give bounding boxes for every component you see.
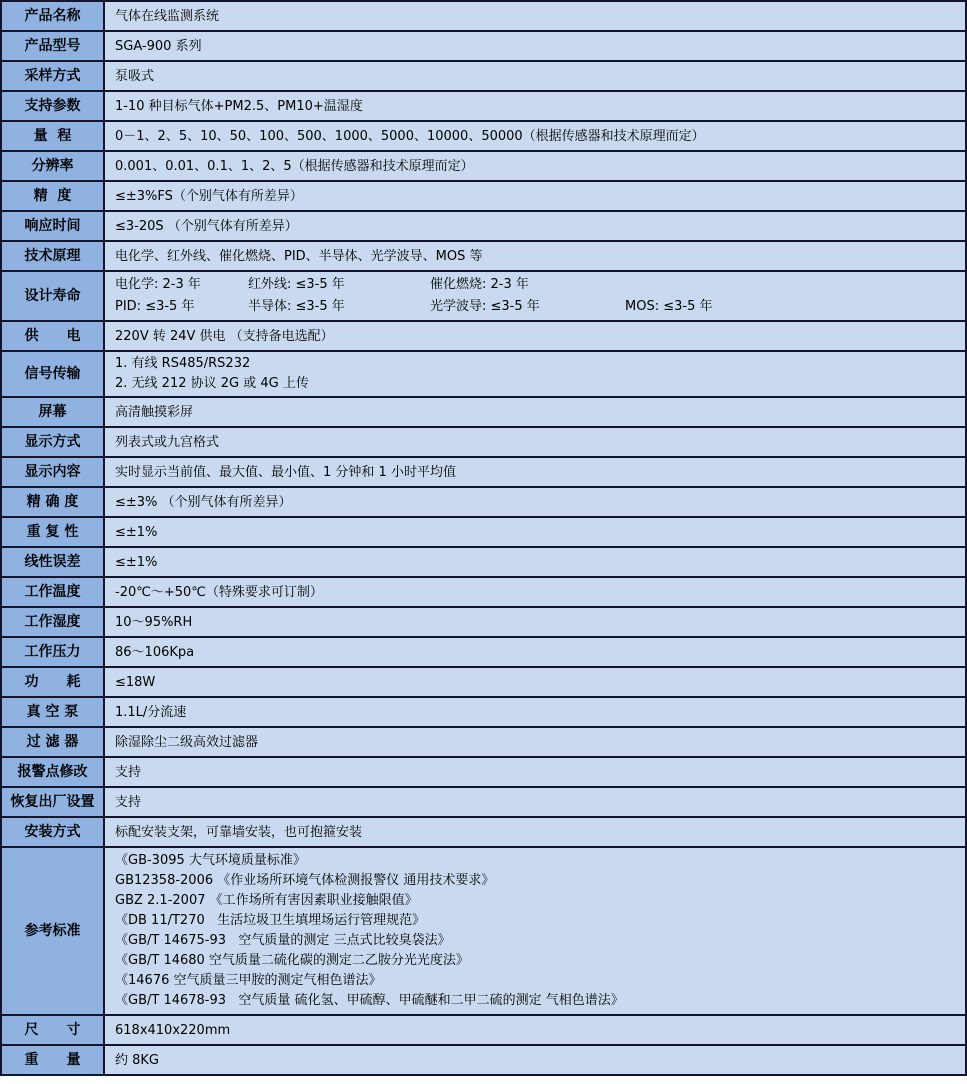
row-value: ≤±1% xyxy=(105,548,965,576)
row-value xyxy=(105,272,965,320)
row-value xyxy=(105,848,965,1014)
row-value: 列表式或九宫格式 xyxy=(105,428,965,456)
row-value: ≤3-20S （个别气体有所差异） xyxy=(105,212,965,240)
value-line: 《GB/T 14675-93 空气质量的测定 三点式比较臭袋法》 xyxy=(115,933,451,948)
row-label: 参考标准 xyxy=(2,848,105,1014)
row-value: 1.1L/分流速 xyxy=(105,698,965,726)
row-value: ≤±3% （个别气体有所差异） xyxy=(105,488,965,516)
row-label: 显示方式 xyxy=(2,428,105,456)
table-row xyxy=(2,152,965,182)
table-row xyxy=(2,352,965,398)
value-grid-item: 红外线: ≤3-5 年 xyxy=(248,277,345,292)
row-label: 工作湿度 xyxy=(2,608,105,636)
row-value: 电化学、红外线、催化燃烧、PID、半导体、光学波导、MOS 等 xyxy=(105,242,965,270)
table-row xyxy=(2,242,965,272)
row-value: 支持 xyxy=(105,788,965,816)
row-label: 产品型号 xyxy=(2,32,105,60)
table-row xyxy=(2,758,965,788)
row-value: 10～95%RH xyxy=(105,608,965,636)
row-label: 产品名称 xyxy=(2,2,105,30)
table-row xyxy=(2,2,965,32)
value-line: 《GB/T 14678-93 空气质量 硫化氢、甲硫醇、甲硫醚和二甲二硫的测定 气相色谱法》 xyxy=(115,993,624,1008)
table-row xyxy=(2,518,965,548)
value-line: 《GB-3095 大气环境质量标准》 xyxy=(115,853,306,868)
row-value: 0－1、2、5、10、50、100、500、1000、5000、10000、50000（根据传感器和技术原理而定） xyxy=(105,122,965,150)
table-row xyxy=(2,548,965,578)
value-line: 《GB/T 14680 空气质量二硫化碳的测定二乙胺分光光度法》 xyxy=(115,953,469,968)
row-label: 工作温度 xyxy=(2,578,105,606)
row-label: 分辨率 xyxy=(2,152,105,180)
row-label: 供 电 xyxy=(2,322,105,350)
value-line: GB12358-2006 《作业场所环境气体检测报警仪 通用技术要求》 xyxy=(115,873,495,888)
value-line: 1. 有线 RS485/RS232 xyxy=(115,356,251,371)
value-grid-item: 催化燃烧: 2-3 年 xyxy=(430,277,529,292)
value-grid-item xyxy=(625,274,955,296)
table-row xyxy=(2,212,965,242)
table-row xyxy=(2,322,965,352)
row-label: 安装方式 xyxy=(2,818,105,846)
table-row xyxy=(2,272,965,322)
row-label: 恢复出厂设置 xyxy=(2,788,105,816)
row-label: 屏幕 xyxy=(2,398,105,426)
row-label: 线性误差 xyxy=(2,548,105,576)
row-value: ≤±3%FS（个别气体有所差异） xyxy=(105,182,965,210)
row-label: 响应时间 xyxy=(2,212,105,240)
value-grid-line xyxy=(115,274,955,296)
row-value: 220V 转 24V 供电 （支持备电选配） xyxy=(105,322,965,350)
table-row xyxy=(2,32,965,62)
table-row xyxy=(2,122,965,152)
row-label: 重 复 性 xyxy=(2,518,105,546)
value-line: 2. 无线 212 协议 2G 或 4G 上传 xyxy=(115,376,309,391)
row-value: 约 8KG xyxy=(105,1046,965,1074)
table-row xyxy=(2,92,965,122)
row-label: 尺 寸 xyxy=(2,1016,105,1044)
row-value: 618x410x220mm xyxy=(105,1016,965,1044)
row-value xyxy=(105,352,965,396)
value-line: GBZ 2.1-2007 《工作场所有害因素职业接触限值》 xyxy=(115,893,418,908)
row-label: 设计寿命 xyxy=(2,272,105,320)
row-value: 除湿除尘二级高效过滤器 xyxy=(105,728,965,756)
table-row xyxy=(2,488,965,518)
row-value: 86～106Kpa xyxy=(105,638,965,666)
value-grid-item: 半导体: ≤3-5 年 xyxy=(248,299,345,314)
row-value: 支持 xyxy=(105,758,965,786)
table-row xyxy=(2,668,965,698)
row-value: 1-10 种目标气体+PM2.5、PM10+温湿度 xyxy=(105,92,965,120)
row-label: 重 量 xyxy=(2,1046,105,1074)
row-value: 0.001、0.01、0.1、1、2、5（根据传感器和技术原理而定） xyxy=(105,152,965,180)
row-label: 显示内容 xyxy=(2,458,105,486)
row-value: SGA-900 系列 xyxy=(105,32,965,60)
value-line: 《14676 空气质量三甲胺的测定气相色谱法》 xyxy=(115,973,382,988)
value-grid-item: MOS: ≤3-5 年 xyxy=(625,299,713,314)
row-value: ≤±1% xyxy=(105,518,965,546)
table-row xyxy=(2,182,965,212)
row-value: ≤18W xyxy=(105,668,965,696)
row-value: 高清触摸彩屏 xyxy=(105,398,965,426)
table-row xyxy=(2,788,965,818)
table-row xyxy=(2,398,965,428)
row-value: 实时显示当前值、最大值、最小值、1 分钟和 1 小时平均值 xyxy=(105,458,965,486)
value-grid-line xyxy=(115,296,955,318)
table-row xyxy=(2,818,965,848)
row-value: 标配安装支架，可靠墙安装，也可抱箍安装 xyxy=(105,818,965,846)
row-label: 精 确 度 xyxy=(2,488,105,516)
table-row xyxy=(2,1046,965,1074)
table-row xyxy=(2,848,965,1016)
table-row xyxy=(2,62,965,92)
value-grid-item: 电化学: 2-3 年 xyxy=(115,277,201,292)
row-label: 支持参数 xyxy=(2,92,105,120)
row-label: 真 空 泵 xyxy=(2,698,105,726)
row-label: 信号传输 xyxy=(2,352,105,396)
row-value: 泵吸式 xyxy=(105,62,965,90)
row-label: 量 程 xyxy=(2,122,105,150)
table-row xyxy=(2,578,965,608)
table-row xyxy=(2,458,965,488)
row-label: 精 度 xyxy=(2,182,105,210)
row-value: 气体在线监测系统 xyxy=(105,2,965,30)
value-grid-item: PID: ≤3-5 年 xyxy=(115,299,195,314)
row-label: 功 耗 xyxy=(2,668,105,696)
row-value: -20℃～+50℃（特殊要求可订制） xyxy=(105,578,965,606)
table-row xyxy=(2,608,965,638)
row-label: 报警点修改 xyxy=(2,758,105,786)
table-row xyxy=(2,638,965,668)
value-line: 《DB 11/T270 生活垃圾卫生填埋场运行管理规范》 xyxy=(115,913,426,928)
table-row xyxy=(2,698,965,728)
value-grid-item: 光学波导: ≤3-5 年 xyxy=(430,299,540,314)
table-row xyxy=(2,1016,965,1046)
row-label: 工作压力 xyxy=(2,638,105,666)
table-row xyxy=(2,728,965,758)
table-row xyxy=(2,428,965,458)
row-label: 技术原理 xyxy=(2,242,105,270)
row-label: 采样方式 xyxy=(2,62,105,90)
row-label: 过 滤 器 xyxy=(2,728,105,756)
